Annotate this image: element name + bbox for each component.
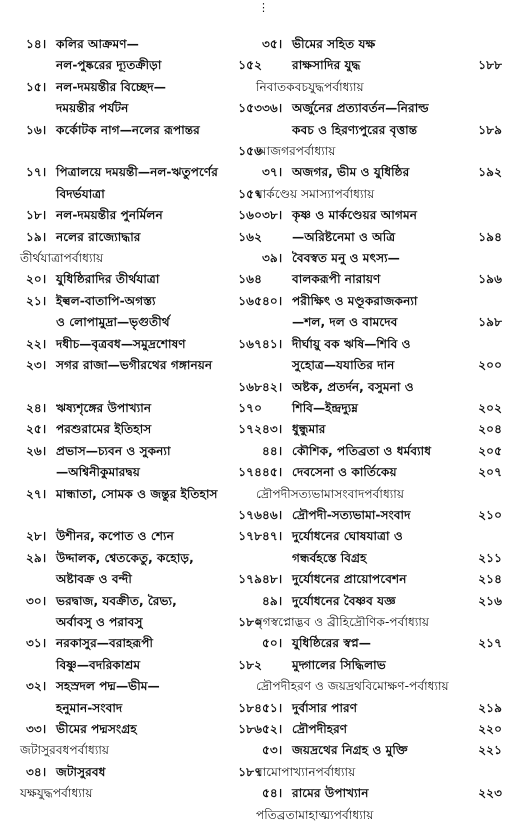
- toc-entry-continuation: [26, 462, 262, 483]
- entry-number: ৪৪।: [262, 443, 283, 458]
- toc-entry: [26, 398, 262, 419]
- entry-title: কর্কোটক নাগ—নলের রূপান্তর: [56, 122, 200, 137]
- section-heading: নিবাতকবচযুদ্ধপর্বাধ্যায়: [256, 79, 364, 94]
- toc-entry: [262, 783, 502, 804]
- page-number: ১৯৬: [478, 272, 502, 287]
- entry-title: অষ্টক, প্রতর্দন, বসুমনা ও: [292, 379, 414, 394]
- toc-entry-continuation: [262, 355, 502, 376]
- entry-number: ৩০।: [26, 593, 47, 608]
- section-heading: আজগরপর্বাধ্যায়: [256, 144, 336, 159]
- toc-entry-continuation: [26, 98, 262, 119]
- page-number: ১৮৭: [238, 764, 262, 779]
- entry-number: ১৫।: [26, 79, 47, 94]
- toc-entry: [26, 441, 262, 462]
- page-number: ২০০: [478, 358, 502, 373]
- entry-title: দময়ন্তীর পর্যটন: [56, 101, 129, 116]
- entry-title: কৃষ্ণ ও মার্কণ্ডেয়র আগমন: [292, 208, 417, 223]
- toc-entry: [26, 120, 262, 141]
- section-heading: মার্কণ্ডেয় সমাস্যাপর্বাধ্যায়: [256, 186, 375, 201]
- toc-entry: [262, 633, 502, 654]
- entry-title: কবচ ও হিরণ্যপুরের বৃত্তান্ত: [292, 122, 418, 137]
- toc-entry: [262, 34, 502, 55]
- entry-title: যুধিষ্ঠিরের স্বপ্ন—: [292, 636, 371, 651]
- page-number: ২০৭: [478, 465, 502, 480]
- entry-title: দীর্ঘায়ু বক ঋষি—শিবি ও: [292, 336, 411, 351]
- entry-title: অর্বাবসু ও পরাবসু: [56, 614, 143, 629]
- entry-number: ১৯।: [26, 229, 47, 244]
- toc-entry-continuation: [26, 698, 262, 719]
- entry-number: ৫০।: [262, 636, 283, 651]
- page-number: ১৭২: [238, 422, 262, 437]
- entry-number: ২৪।: [26, 400, 47, 415]
- toc-entry-continuation: [262, 55, 502, 76]
- page-number: ১৬৪: [238, 272, 262, 287]
- entry-number: ৩৩।: [26, 722, 47, 736]
- page-number: ১৫৩: [238, 101, 262, 116]
- page-number: ১৭৯: [238, 572, 262, 587]
- entry-title: রামের উপাখ্যান: [292, 786, 369, 801]
- page-number: ১৮৯: [478, 122, 502, 137]
- section-heading: যক্ষযুদ্ধপর্বাধ্যায়: [20, 786, 93, 801]
- toc-entry-continuation: [262, 398, 502, 419]
- page-number: ১৯৮: [478, 315, 502, 330]
- entry-title: —অশ্বিনীকুমারদ্বয়: [56, 465, 140, 480]
- page-number: ১৫৬: [238, 144, 262, 159]
- toc-entry-continuation: [26, 569, 262, 590]
- entry-title: কৌশিক, পতিব্রতা ও ধর্মব্যাধ: [292, 443, 432, 458]
- page-number: ২১৭: [478, 636, 502, 651]
- entry-title: দুর্যোধনের প্রায়োপবেশন: [292, 572, 407, 587]
- entry-title: —শল, দল ও বামদেব: [292, 315, 398, 330]
- entry-title: নল-দময়ন্তীর পুনর্মিলন: [56, 208, 163, 223]
- toc-entry-continuation: [262, 548, 502, 569]
- page-number: ২২১: [478, 743, 502, 758]
- page-number: ১৯২: [478, 165, 502, 180]
- entry-title: বালকরূপী নারায়ণ: [292, 272, 381, 287]
- entry-title: ইল্বল-বাতাপি-অগস্ত্য: [56, 293, 156, 308]
- toc-entry: [26, 291, 262, 312]
- toc-entry: [26, 719, 262, 740]
- page-number: ১৬৫: [238, 293, 262, 308]
- entry-title: উশীনর, কপোত ও শ্যেন: [56, 529, 174, 544]
- toc-entry-continuation: [262, 227, 502, 248]
- toc-entry: [262, 334, 502, 355]
- entry-number: ২৩।: [26, 358, 47, 373]
- page-number: ১৮৪: [238, 700, 262, 715]
- toc-entry-continuation: [26, 655, 262, 676]
- entry-number: ১৪।: [26, 37, 47, 51]
- entry-title: উদ্দালক, শ্বেতকেতু, কহোড়,: [56, 550, 194, 565]
- entry-title: সহস্রদল পদ্ম—ভীম—: [56, 679, 160, 694]
- entry-number: ২০।: [26, 272, 47, 287]
- toc-entry: [262, 248, 502, 269]
- entry-title: ধুন্ধুমার: [292, 422, 326, 437]
- toc-entry: [262, 462, 502, 483]
- toc-entry: [26, 633, 262, 654]
- toc-entry: [26, 526, 262, 547]
- page-number: ২১১: [478, 550, 502, 565]
- page-number: ২০৫: [478, 443, 502, 458]
- section-heading: মৃগস্বপ্নোদ্ভব ও ব্রীহিদ্রৌণিক-পর্বাধ্যায়: [256, 614, 430, 629]
- toc-entry-continuation: [26, 184, 262, 205]
- toc-entry: [262, 441, 502, 462]
- entry-title: দধীচ—বৃত্রবধ—সমুদ্রশোষণ: [56, 336, 186, 351]
- entry-title: ঋষ্যশৃঙ্গের উপাখ্যান: [56, 400, 152, 415]
- page-number: ২২০: [478, 722, 502, 736]
- entry-title: নল-দময়ন্তীর বিচ্ছেদ—: [56, 79, 166, 94]
- entry-number: ৪১।: [262, 336, 283, 351]
- toc-entry: [26, 484, 262, 505]
- entry-title: দুর্বাসার পারণ: [292, 700, 358, 715]
- section-heading: দ্রৌপদীসত্যভামাসংবাদপর্বাধ্যায়: [256, 486, 405, 501]
- page-number: ১৭৮: [238, 529, 262, 544]
- page-number: ২০৪: [478, 422, 502, 437]
- entry-title: নল-পুষ্করের দ্যূতক্রীড়া: [56, 58, 162, 73]
- entry-title: সগর রাজা—ভগীরথের গঙ্গানয়ন: [56, 358, 213, 373]
- page-number: ২১৬: [478, 593, 502, 608]
- entry-number: ৩৮।: [262, 208, 283, 223]
- entry-title: বিষ্ণু—বদরিকাশ্রম: [56, 657, 141, 672]
- entry-number: ২২।: [26, 336, 47, 351]
- page-number: ১৭৪: [238, 465, 262, 480]
- entry-title: দেবসেনা ও কার্তিকেয়: [292, 465, 397, 480]
- entry-number: ৩৪।: [26, 764, 47, 779]
- toc-entry: [262, 419, 502, 440]
- entry-number: ৪৮।: [262, 572, 283, 587]
- toc-entry: [26, 227, 262, 248]
- toc-entry-continuation: [26, 55, 262, 76]
- entry-number: ৫১।: [262, 700, 283, 715]
- page-number: ১৯৪: [478, 229, 502, 244]
- entry-title: —অরিষ্টনেমা ও অত্রি: [292, 229, 396, 244]
- toc-entry: [262, 291, 502, 312]
- entry-title: পরীক্ষিৎ ও মণ্ডূকরাজকন্যা: [292, 293, 418, 308]
- entry-title: মুদ্গালের সিদ্ধিলাভ: [292, 657, 386, 672]
- toc-entry: [26, 355, 262, 376]
- page-number: ১৬২: [238, 229, 262, 244]
- page-number: ২১৪: [478, 572, 502, 587]
- entry-number: ২৭।: [26, 486, 47, 501]
- section-heading: রামোপাখ্যানপর্বাধ্যায়: [256, 764, 356, 779]
- toc-entry: [262, 377, 502, 398]
- section-heading: তীর্থযাত্রাপর্বাধ্যায়: [20, 251, 104, 266]
- page-number: ২২৩: [478, 786, 502, 801]
- page-number: ১৮৬: [238, 722, 262, 736]
- section-heading: দ্রৌপদীহরণ ও জয়দ্রথবিমোক্ষণ-পর্বাধ্যায়: [256, 679, 449, 694]
- toc-entry: [262, 719, 502, 740]
- page-number: ২১০: [478, 507, 502, 522]
- page-number: ১৬৮: [238, 379, 262, 394]
- entry-number: ২৮।: [26, 529, 47, 544]
- entry-number: ২৫।: [26, 422, 47, 437]
- entry-number: ৫৩।: [262, 743, 283, 758]
- entry-title: বৈবস্বত মনু ও মৎস্য—: [292, 251, 400, 266]
- entry-title: কলির আক্রমণ—: [56, 37, 139, 51]
- entry-number: ৩৭।: [262, 165, 283, 180]
- page-number: ১৫৭: [238, 186, 262, 201]
- toc-entry: [26, 591, 262, 612]
- section-heading: পতিব্রতামাহাত্ম্যপর্বাধ্যায়: [256, 807, 374, 822]
- toc-entry: [262, 205, 502, 226]
- page-number: ১৭৬: [238, 507, 262, 522]
- entry-number: ৫২।: [262, 722, 283, 736]
- toc-entry: [262, 526, 502, 547]
- toc-entry-continuation: [26, 312, 262, 333]
- page-number: ২০২: [478, 400, 502, 415]
- toc-entry-continuation: [26, 612, 262, 633]
- toc-entry: [262, 98, 502, 119]
- entry-title: ভীমের সহিত যক্ষ: [292, 37, 376, 51]
- toc-column-left: [20, 34, 262, 805]
- top-mark: ⋮: [258, 1, 269, 14]
- toc-entry: [262, 591, 502, 612]
- entry-title: দ্রৌপদীহরণ: [292, 722, 348, 736]
- page-number: ১৫২: [238, 58, 262, 73]
- toc-entry: [262, 740, 502, 761]
- entry-title: ভরদ্বাজ, যবক্রীত, রৈভ্য,: [56, 593, 177, 608]
- entry-title: জটাসুরবধ: [56, 764, 106, 779]
- toc-column-right: [256, 34, 502, 826]
- toc-entry: [26, 162, 262, 183]
- toc-entry: [26, 77, 262, 98]
- entry-title: নলের রাজ্যোদ্ধার: [56, 229, 141, 244]
- entry-title: দ্রৌপদী-সত্যভামা-সংবাদ: [292, 507, 411, 522]
- toc-entry: [26, 548, 262, 569]
- page-number: ১৮৮: [478, 58, 502, 73]
- entry-number: ৪৫।: [262, 465, 283, 480]
- entry-title: যুধিষ্ঠিরাদির তীর্থযাত্রা: [56, 272, 160, 287]
- entry-title: হনুমান-সংবাদ: [56, 700, 123, 715]
- entry-number: ৩৫।: [262, 37, 283, 51]
- entry-title: পরশুরামের ইতিহাস: [56, 422, 152, 437]
- page-number: ১৬০: [238, 208, 262, 223]
- page-number: ২১৯: [478, 700, 502, 715]
- entry-number: ১৮।: [26, 208, 47, 223]
- toc-entry: [26, 762, 262, 783]
- page-number: ১৮২: [238, 657, 262, 672]
- entry-title: রাক্ষসাদির যুদ্ধ: [292, 58, 361, 73]
- toc-entry: [26, 269, 262, 290]
- toc-entry-continuation: [262, 655, 502, 676]
- entry-title: ভীমের পদ্মসংগ্রহ: [56, 722, 137, 736]
- entry-title: প্রভাস—চ্যবন ও সুকন্যা: [56, 443, 171, 458]
- entry-number: ২৯।: [26, 550, 47, 565]
- entry-number: ১৭।: [26, 165, 47, 180]
- toc-entry-continuation: [262, 312, 502, 333]
- entry-title: বিদর্ভযাত্রা: [56, 186, 105, 201]
- toc-entry-continuation: [262, 269, 502, 290]
- entry-number: ২১।: [26, 293, 47, 308]
- section-heading: জটাসুরবধপর্বাধ্যায়: [20, 743, 110, 758]
- entry-title: নরকাসুর—বরাহরূপী: [56, 636, 154, 651]
- toc-entry: [262, 698, 502, 719]
- page-number: ১৬৭: [238, 336, 262, 351]
- entry-title: অষ্টাবক্র ও বন্দী: [56, 572, 132, 587]
- entry-title: গন্ধর্বহস্তে বিগ্রহ: [292, 550, 367, 565]
- toc-entry: [262, 505, 502, 526]
- page-number: ১৭০: [238, 400, 262, 415]
- entry-number: ৪৭।: [262, 529, 283, 544]
- entry-title: দুর্যোধনের বৈষ্ণব যজ্ঞ: [292, 593, 396, 608]
- entry-number: ৪৩।: [262, 422, 283, 437]
- entry-number: ৩১।: [26, 636, 47, 651]
- entry-title: জয়দ্রথের নিগ্রহ ও মুক্তি: [292, 743, 408, 758]
- entry-number: ৫৪।: [262, 786, 283, 801]
- entry-title: দুর্যোধনের ঘোষযাত্রা ও: [292, 529, 403, 544]
- entry-title: সুহোত্র—যযাতির দান: [292, 358, 395, 373]
- toc-entry: [262, 162, 502, 183]
- entry-title: ও লোপামুদ্রা—ভৃগুতীর্থ: [56, 315, 170, 330]
- toc-entry-continuation: [262, 120, 502, 141]
- toc-entry: [26, 205, 262, 226]
- entry-number: ৪৯।: [262, 593, 283, 608]
- toc-entry: [26, 334, 262, 355]
- entry-title: শিবি—ইন্দ্রদ্যুম্ন: [292, 400, 359, 415]
- entry-number: ৩২।: [26, 679, 47, 694]
- toc-entry: [262, 569, 502, 590]
- toc-entry: [26, 676, 262, 697]
- entry-title: অজগর, ভীম ও যুধিষ্ঠির: [292, 165, 410, 180]
- entry-number: ১৬।: [26, 122, 47, 137]
- entry-number: ৩৯।: [262, 251, 283, 266]
- entry-number: ২৬।: [26, 443, 47, 458]
- entry-title: অর্জুনের প্রত্যাবর্তন—নিরাল্ড: [292, 101, 429, 116]
- entry-title: মান্ধাতা, সোমক ও জন্তুর ইতিহাস: [56, 486, 218, 501]
- toc-entry: [26, 419, 262, 440]
- entry-number: ৩৬।: [262, 101, 283, 116]
- entry-number: ৪৬।: [262, 507, 283, 522]
- toc-entry: [26, 34, 262, 55]
- page-number: ১৮০: [238, 614, 262, 629]
- entry-number: ৪২।: [262, 379, 283, 394]
- entry-number: ৪০।: [262, 293, 283, 308]
- entry-title: পিত্রালয়ে দময়ন্তী—নল-ঋতুপর্ণের: [56, 165, 218, 180]
